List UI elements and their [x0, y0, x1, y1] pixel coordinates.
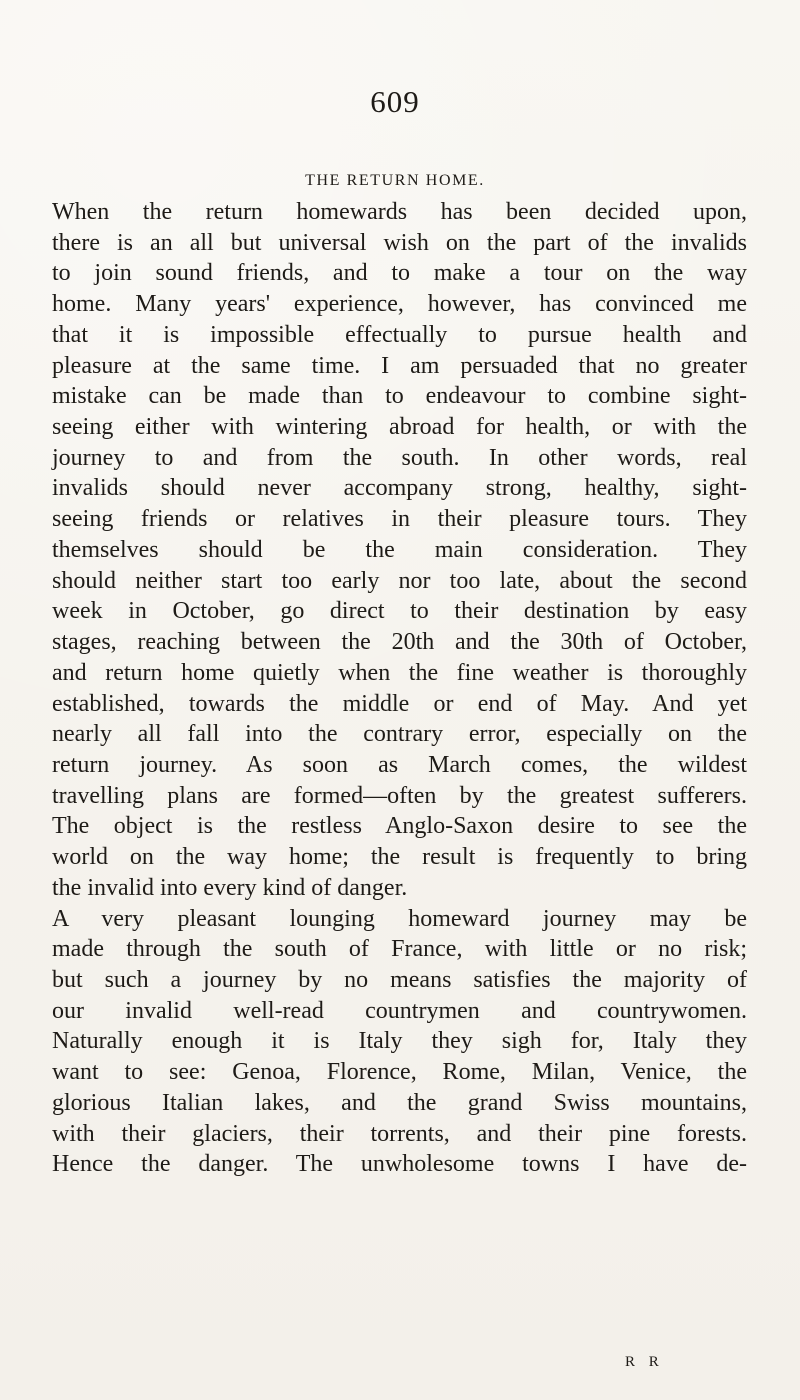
text-line: seeing friends or relatives in their pleasure tours. They: [52, 506, 747, 533]
text-line: home. Many years' experience, however, has convinced me: [52, 291, 747, 318]
text-line: themselves should be the main consideration. They: [52, 536, 747, 563]
text-line: A very pleasant lounging homeward journey may be: [52, 905, 747, 932]
text-line: journey to and from the south. In other words, real: [52, 444, 747, 471]
text-line: want to see: Genoa, Florence, Rome, Milan, Venice, the: [52, 1059, 747, 1086]
text-line: world on the way home; the result is frequently to bring: [52, 844, 747, 871]
chapter-title: THE RETURN HOME.: [305, 172, 485, 189]
text-line: nearly all fall into the contrary error, especially on the: [52, 721, 747, 748]
text-line: travelling plans are formed—often by the greatest sufferers.: [52, 782, 747, 809]
text-line: our invalid well-read countrymen and countrywomen.: [52, 997, 747, 1024]
text-line: The object is the restless Anglo-Saxon desire to see the: [52, 813, 747, 840]
text-line: should neither start too early nor too late, about the second: [52, 567, 747, 594]
text-line: made through the south of France, with little or no risk;: [52, 936, 747, 963]
text-line: established, towards the middle or end of May. And yet: [52, 690, 747, 717]
signature-mark: R R: [625, 1354, 664, 1370]
text-line: there is an all but universal wish on the part of the invalids: [52, 229, 747, 256]
text-line: When the return homewards has been decided upon,: [52, 199, 747, 225]
text-line: that it is impossible effectually to pursue health and: [52, 321, 747, 348]
text-line: mistake can be made than to endeavour to combine sight-: [52, 383, 747, 410]
text-line: glorious Italian lakes, and the grand Swiss mountains,: [52, 1089, 747, 1116]
text-line: but such a journey by no means satisfies the majority of: [52, 966, 747, 993]
text-line: seeing either with wintering abroad for health, or with the: [52, 414, 747, 441]
text-line: and return home quietly when the fine weather is thoroughly: [52, 659, 747, 686]
text-line: Naturally enough it is Italy they sigh for, Italy they: [52, 1028, 747, 1055]
text-line: invalids should never accompany strong, healthy, sight-: [52, 475, 747, 502]
text-line: with their glaciers, their torrents, and their pine forests.: [52, 1120, 747, 1147]
page-number: 609: [370, 84, 420, 119]
text-line: the invalid into every kind of danger.: [52, 874, 408, 901]
text-line: to join sound friends, and to make a tour on the way: [52, 260, 747, 287]
text-line: Hence the danger. The unwholesome towns I have de-: [52, 1151, 747, 1178]
text-line: stages, reaching between the 20th and the 30th of October,: [52, 629, 747, 656]
text-line: return journey. As soon as March comes, the wildest: [52, 751, 747, 778]
text-line: pleasure at the same time. I am persuaded that no greater: [52, 352, 747, 379]
body-text: [52, 197, 747, 1180]
text-line: week in October, go direct to their destination by easy: [52, 598, 747, 625]
